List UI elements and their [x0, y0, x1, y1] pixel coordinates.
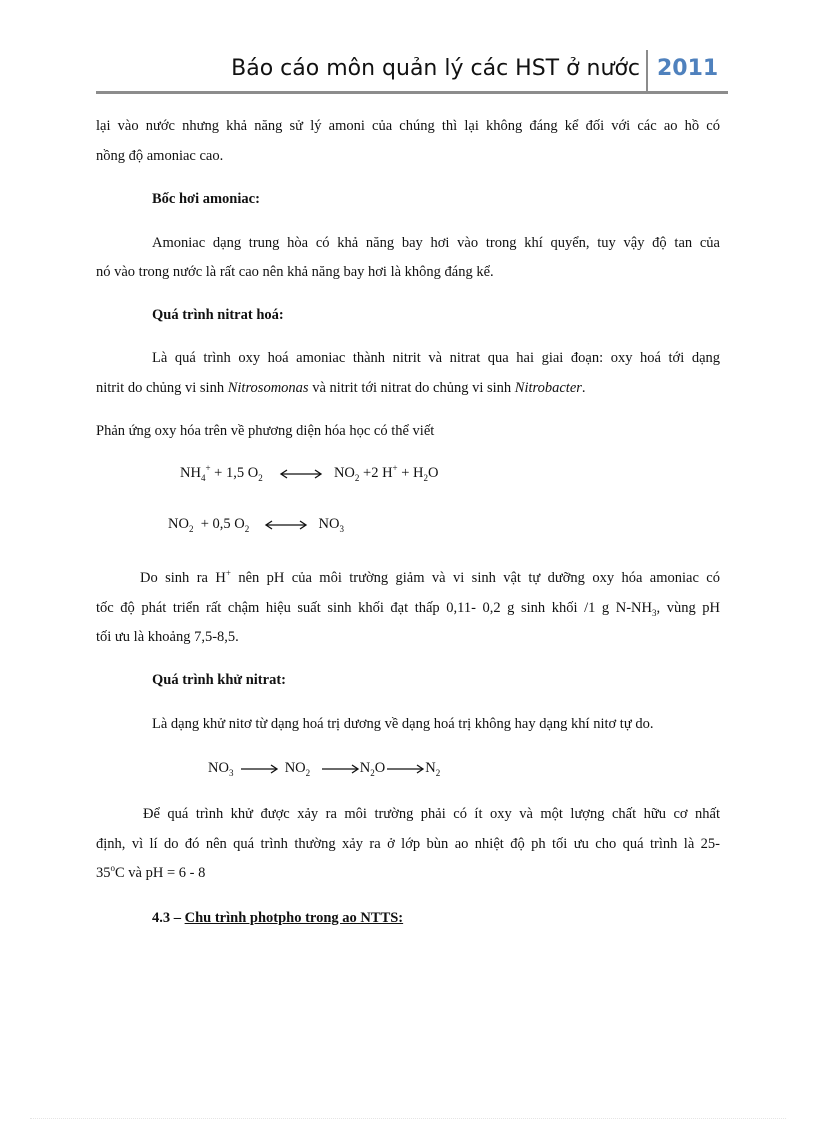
formula-text: O — [374, 760, 386, 776]
text-run: . — [581, 380, 586, 396]
subscript: 2 — [258, 472, 263, 483]
paragraph-line: Amoniac dạng trung hòa có khả năng bay hơi vào trong khí quyển, tuy vậy độ tan của — [152, 235, 720, 251]
arrow-right-icon — [320, 763, 360, 775]
section-heading: Quá trình nitrat hoá: — [152, 307, 284, 323]
header-rule — [96, 91, 728, 94]
subscript: 2 — [354, 472, 360, 483]
header-year: 2011 — [657, 56, 719, 81]
page-bottom-border — [30, 1118, 786, 1119]
subscript: 2 — [305, 767, 311, 778]
paragraph-line: nồng độ amoniac cao. — [96, 148, 224, 164]
text-run: nên pH của môi trường giảm và vi sinh vật tự dưỡng oxy hóa amoniac có — [238, 570, 720, 586]
subscript: 4 — [200, 472, 206, 483]
formula-text: NO — [168, 516, 189, 532]
paragraph-line: Phản ứng oxy hóa trên về phương diện hóa học có thể viết — [96, 423, 435, 439]
superscript: + — [392, 463, 398, 474]
formula-text: NO — [333, 465, 355, 481]
section-title: Chu trình photpho trong ao NTTS: — [184, 910, 404, 926]
species-name: Nitrobacter — [514, 380, 582, 396]
paragraph-line: Là dạng khử nitơ từ dạng hoá trị dương về dạng hoá trị không hay dạng khí nitơ tự do. — [152, 716, 654, 732]
section-heading: Quá trình khử nitrat: — [152, 672, 286, 688]
subscript: 2 — [244, 523, 250, 534]
text-run: C và pH = 6 - 8 — [115, 865, 206, 881]
formula-text: NH — [180, 465, 201, 481]
paragraph-line — [96, 378, 586, 398]
subscript: 3 — [339, 523, 344, 534]
paragraph-line — [96, 598, 720, 618]
subscript: 2 — [370, 767, 375, 778]
species-name: Nitrosomonas — [227, 380, 309, 396]
equation-denitrification — [208, 760, 440, 777]
arrow-right-icon — [239, 763, 279, 775]
formula-text: N — [425, 760, 436, 776]
double-arrow-icon — [278, 468, 324, 480]
formula-text: + 1,5 O — [214, 465, 259, 481]
formula-text: O — [428, 465, 439, 481]
text-run: tốc độ phát triển rất chậm hiệu suất sinh khối đạt thấp 0,11- 0,2 g sinh khối /1 g N-NH — [96, 600, 652, 616]
superscript: o — [110, 863, 115, 874]
formula-text: NO — [284, 760, 306, 776]
formula-text: +2 H — [363, 465, 393, 481]
section-number: 4.3 – — [152, 910, 181, 926]
paragraph-line — [140, 568, 720, 588]
section-heading: Bốc hơi amoniac: — [152, 191, 260, 207]
equation-nitratation — [168, 516, 344, 533]
paragraph-line: định, vì lí do đó nên quá trình thường xảy ra ở lớp bùn ao nhiệt độ ph tối ưu cho quá trình là 25- — [96, 836, 720, 852]
formula-text: + 0,5 O — [200, 516, 245, 532]
paragraph-line: Để quá trình khử được xảy ra môi trường phải có ít oxy và một lượng chất hữu cơ nhất — [143, 806, 720, 822]
superscript: + — [205, 463, 211, 474]
equation-nitritation — [180, 465, 439, 482]
double-arrow-icon — [263, 519, 309, 531]
text-run: 35 — [96, 865, 111, 881]
formula-text: N — [359, 760, 371, 776]
formula-text: NO — [318, 516, 340, 532]
paragraph-line: nó vào trong nước là rất cao nên khả năng bay hơi là không đáng kể. — [96, 264, 494, 280]
subscript: 2 — [188, 523, 194, 534]
superscript: + — [225, 568, 231, 579]
paragraph-line — [96, 863, 205, 883]
section-heading-4-3 — [152, 908, 403, 928]
text-run: và nitrit tới nitrat do chủng vi sinh — [312, 380, 512, 396]
paragraph-line: Là quá trình oxy hoá amoniac thành nitrit và nitrat qua hai giai đoạn: oxy hoá tới dạng — [152, 350, 720, 366]
paragraph-line: lại vào nước nhưng khả năng sử lý amoni của chúng thì lại không đáng kể đối với các ao hồ có — [96, 118, 720, 134]
header-separator — [646, 50, 648, 92]
text-run: , vùng pH — [656, 600, 720, 616]
subscript: 3 — [228, 767, 234, 778]
text-run: Do sinh ra H — [140, 570, 226, 586]
text-run: nitrit do chủng vi sinh — [96, 380, 225, 396]
formula-text: + H — [401, 465, 424, 481]
header-title: Báo cáo môn quản lý các HST ở nước — [231, 56, 640, 81]
subscript: 3 — [652, 607, 657, 618]
subscript: 2 — [423, 472, 429, 483]
formula-text: NO — [208, 760, 229, 776]
subscript: 2 — [435, 767, 441, 778]
paragraph-line: tối ưu là khoảng 7,5-8,5. — [96, 629, 239, 645]
arrow-right-icon — [385, 763, 425, 775]
